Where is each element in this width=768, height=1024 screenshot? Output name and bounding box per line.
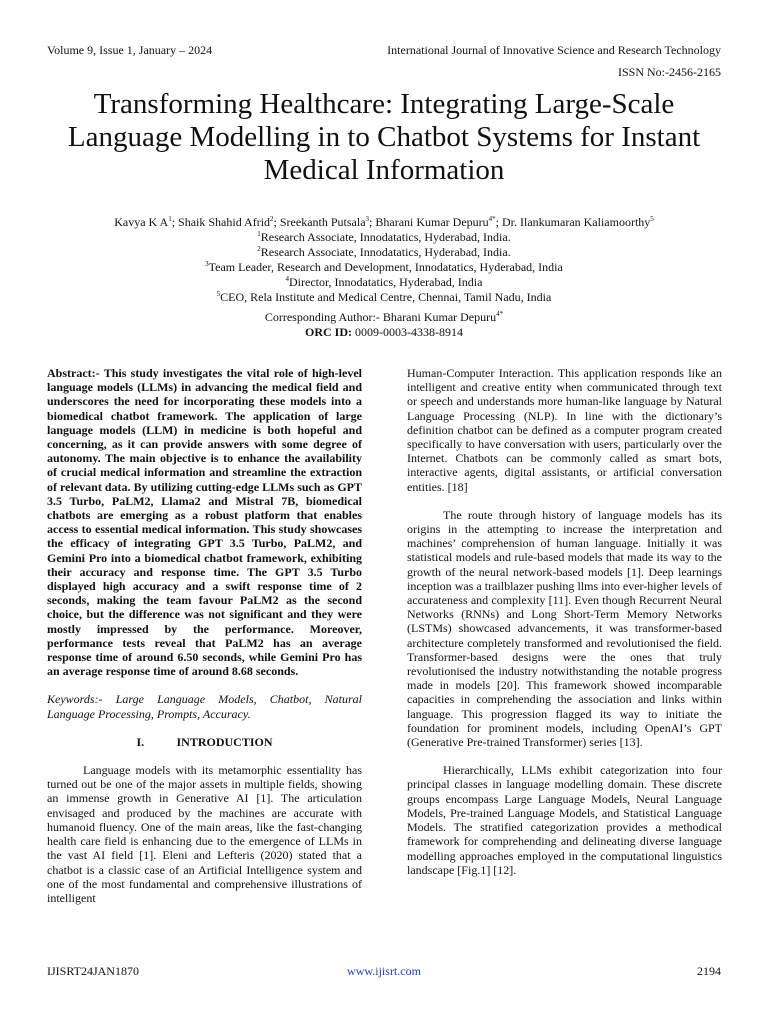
affiliation-sup: 3	[205, 260, 209, 268]
author-name: ; Bharani Kumar Depuru	[369, 215, 489, 229]
body-paragraph: The route through history of language models has its origins in the attempting to increase the interpretation and machines’ comprehension of human language. Initially it was statistical models and rule-based models that made its way to the growth of the neural network-based models [1]. Deep learnings inception was a trailblazer pushing llms into ever-higher levels of accurateness and complexity [11]. Even though Recurrent Neural Networks (RNNs) and Long Short-Term Memory Networks (LSTMs) showcased advancements, it was transformer-based architecture completely transformed and revolutionised the field. Transformer-based designs were the ones that truly revolutionised the industry notwithstanding the notable progress made in models [20]. This framework showed incomparable capacities in comprehending the association and links within language. This progression flagged its way to initiate the foundation for prominent models, including OpenAI’s GPT (Generative Pre-trained Transformer) series [13].	[407, 507, 722, 750]
affiliation	[40, 260, 728, 275]
affiliation-text: Research Associate, Innodatatics, Hyderabad, India.	[260, 230, 511, 244]
footer-link[interactable]: www.ijisrt.com	[347, 964, 421, 978]
author-block	[40, 215, 728, 305]
orc-label: ORC ID:	[305, 325, 352, 339]
header-volume: Volume 9, Issue 1, January – 2024	[47, 43, 213, 57]
affiliation-text: Team Leader, Research and Development, Innodatatics, Hyderabad, India	[208, 260, 563, 274]
corresponding-author	[40, 310, 728, 325]
affiliation	[40, 230, 728, 245]
abstract: Abstract:- This study investigates the vital role of high-level language models (LLMs) in advancing the medical field and underscores the need for incorporating these models into a biomedical chatbot framework. The application of large language models (LLM) in medicine is both hopeful and concerning, as it can provide answers with some degree of autonomy. The main objective is to enhance the availability of crucial medical information and streamline the extraction of relevant data. By utilizing cutting-edge LLMs such as GPT 3.5 Turbo, PaLM2, Llama2 and Mistral 7B, biomedical chatbots are emerging as a robust platform that enables access to essential medical information. This study showcases the efficacy of integrating GPT 3.5 Turbo, PaLM2, and Gemini Pro into a biomedical chatbot framework, exhibiting their accuracy and response time. The GPT 3.5 Turbo displayed high accuracy and a swift response time of 2 seconds, making the team favour PaLM2 as the second choice, but the difference was not significant and they were mostly impressed by the performance. Moreover, performance tests reveal that PaLM2 has an average response time of around 6.50 seconds, while Gemini Pro has an average response time of around 8.68 seconds.	[47, 366, 362, 679]
section-heading	[47, 735, 362, 749]
author-sup: 2	[270, 215, 274, 223]
intro-paragraph: Language models with its metamorphic essentiality has turned out be one of the major assets in multiple fields, showing an immense growth in Generative AI [1]. The articulation envisaged and produced by the machines are accurate with humanoid fluency. One of the main areas, like the fast-changing health care field is enhancing due to the emergence of LLMs in the vast AI field [1]. Eleni and Lefteris (2020) stated that a chatbot is a classic case of an Artificial Intelligence system and one of the most fundamental and comprehensive illustrations of intelligent	[47, 763, 362, 905]
corresponding-author-block	[40, 310, 728, 340]
affiliation-sup: 2	[257, 245, 261, 253]
body-paragraph: Human-Computer Interaction. This application responds like an intelligent and creative entity when communicated through text or speech and understands more human-like language by Natural Language Processing (NLP). In line with the dictionary’s definition chatbot can be defined as a computer program created specifically to have conversation with users, particularly over the Internet. Chatbots can be commonly called as smart bots, interactive agents, digital assistants, or artificial conversation entities. [18]	[407, 366, 722, 494]
author-sup: 1	[168, 215, 172, 223]
affiliation-text: CEO, Rela Institute and Medical Centre, Chennai, Tamil Nadu, India	[220, 290, 552, 304]
paper-title: Transforming Healthcare: Integrating Large-Scale Language Modelling in to Chatbot Systems for Instant Medical Information	[67, 88, 701, 186]
footer-page-number: 2194	[697, 964, 721, 978]
footer-article-id: IJISRT24JAN1870	[47, 964, 139, 978]
left-column	[47, 366, 362, 919]
affiliation	[40, 275, 728, 290]
orc-id	[40, 325, 728, 340]
header-issn: ISSN No:-2456-2165	[617, 65, 721, 79]
section-number: I.	[136, 734, 145, 749]
body-paragraph: Hierarchically, LLMs exhibit categorization into four principal classes in language modelling domain. These discrete groups encompass Large Language Models, Neural Language Models, Pre-trained Language Models, and Statistical Language Models. The stratified categorization provides a methodical framework for comprehending and delineating diverse language modelling approaches employed in the computational linguistics landscape [Fig.1] [12].	[407, 763, 722, 877]
affiliation-sup: 1	[257, 230, 261, 238]
affiliation-sup: 4	[285, 275, 290, 283]
affiliation-text: Research Associate, Innodatatics, Hyderabad, India.	[260, 245, 511, 259]
orc-value: 0009-0003-4338-8914	[352, 325, 463, 339]
author-line	[40, 215, 728, 230]
keywords: Keywords:- Large Language Models, Chatbot, Natural Language Processing, Prompts, Accuracy.	[47, 692, 362, 721]
section-title: INTRODUCTION	[176, 734, 273, 749]
author-name: ; Shaik Shahid Afrid	[171, 215, 271, 229]
author-sup: 3	[365, 215, 370, 223]
header-journal: International Journal of Innovative Science and Research Technology	[387, 43, 721, 57]
right-column	[407, 366, 722, 891]
author-sup: 5	[650, 215, 654, 223]
author-name: Kavya K A	[114, 215, 169, 229]
author-sup: 4*	[488, 215, 496, 223]
corresponding-sup: 4*	[496, 310, 504, 318]
author-name: ; Dr. Ilankumaran Kaliamoorthy	[495, 215, 651, 229]
corresponding-label: Corresponding Author:- Bharani Kumar Depuru	[264, 310, 497, 324]
affiliation	[40, 290, 728, 305]
affiliation-text: Director, Innodatatics, Hyderabad, India	[289, 275, 483, 289]
affiliation-sup: 5	[216, 290, 221, 298]
author-name: ; Sreekanth Putsala	[273, 215, 366, 229]
affiliation	[40, 245, 728, 260]
